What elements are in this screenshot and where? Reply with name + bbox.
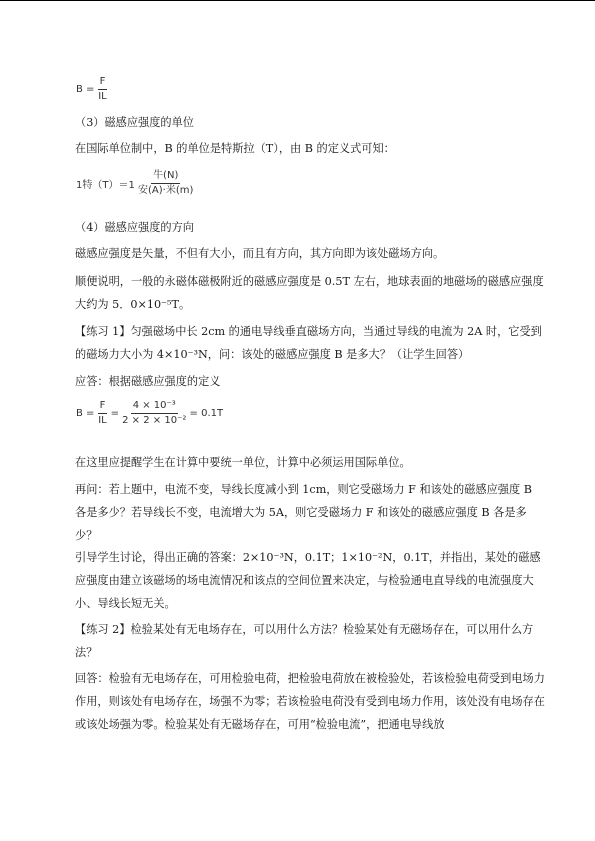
paragraph-vector: 磁感应强度是矢量，不但有大小，而且有方向，其方向即为该处磁场方向。	[75, 247, 445, 260]
formula-tesla-unit	[76, 170, 193, 197]
formula-b-definition	[76, 76, 107, 103]
formula-denominator-2: 2 × 2 × 10⁻²	[122, 415, 187, 426]
formula-denominator: IL	[98, 91, 107, 102]
formula-numerator-1: F	[98, 400, 108, 414]
formula-lhs: 1特（T）＝1	[76, 180, 135, 191]
exercise-1	[75, 320, 545, 366]
formula-fraction	[98, 76, 108, 103]
formula-fraction-1	[98, 400, 108, 427]
formula-numerator-2: 4 × 10⁻³	[131, 400, 178, 414]
exercise-1-text: 匀强磁场中长 2cm 的通电导线垂直磁场方向，当通过导线的电流为 2A 时，它受到的磁场力大小为 4×10⁻³N，问：该处的磁感应强度 B 是多大？（让学生回答）	[75, 325, 542, 361]
formula-lhs: B =	[76, 84, 95, 95]
formula-lhs: B =	[76, 408, 95, 419]
paragraph-units: 在这里应提醒学生在计算中要统一单位，计算中必须运用国际单位。	[75, 456, 411, 469]
formula-calculation	[76, 400, 223, 427]
paragraph-note: 顺便说明，一般的永磁体磁极附近的磁感应强度是 0.5T 左右，地球表面的地磁场的磁感应强度大约为 5．0×10⁻⁵T。	[75, 275, 544, 311]
formula-numerator: F	[98, 76, 108, 90]
formula-equals: =	[110, 408, 119, 419]
formula-fraction-2	[122, 400, 186, 427]
paragraph-reply: 回答：检验有无电场存在，可用检验电荷，把检验电荷放在被检验处，若该检验电荷受到电场力作用，则该处有电场存在，场强不为零；若该检验电荷没有受到电场力作用，该处没有电场存在或该处场强为零。检验某处有无磁场存在，可用“检验电流”，把通电导线放	[75, 672, 545, 731]
section-3-text: 在国际单位制中，B 的单位是特斯拉（T），由 B 的定义式可知：	[75, 142, 395, 155]
formula-result: = 0.1T	[189, 408, 224, 419]
exercise-1-label: 【练习 1】	[75, 325, 131, 338]
answer-1: 应答：根据磁感应强度的定义	[75, 375, 221, 388]
paragraph-guide: 引导学生讨论，得出正确的答案：2×10⁻³N，0.1T；1×10⁻²N，0.1T，并指出，某处的磁感应强度由建立该磁场的场电流情况和该点的空间位置来决定，与检验通电直导线的电流强度大小、导线长短无关。	[75, 551, 541, 610]
formula-fraction	[138, 170, 193, 197]
exercise-2	[75, 618, 545, 664]
formula-denominator: 安(A)·米(m)	[138, 185, 194, 196]
section-3-title: （3）磁感应强度的单位	[75, 116, 194, 129]
paragraph-again: 再问：若上题中，电流不变，导线长度减小到 1cm，则它受磁场力 F 和该处的磁感应强度 B 各是多少？若导线长不变，电流增大为 5A，则它受磁场力 F 和该处的磁感应强度 B 各是多少？	[75, 483, 532, 542]
exercise-2-label: 【练习 2】	[75, 623, 131, 636]
section-4-title: （4）磁感应强度的方向	[75, 221, 194, 234]
exercise-2-text: 检验某处有无电场存在，可以用什么方法？检验某处有无磁场存在，可以用什么方法？	[75, 623, 534, 659]
formula-numerator: 牛(N)	[151, 170, 180, 184]
formula-denominator-1: IL	[98, 415, 107, 426]
